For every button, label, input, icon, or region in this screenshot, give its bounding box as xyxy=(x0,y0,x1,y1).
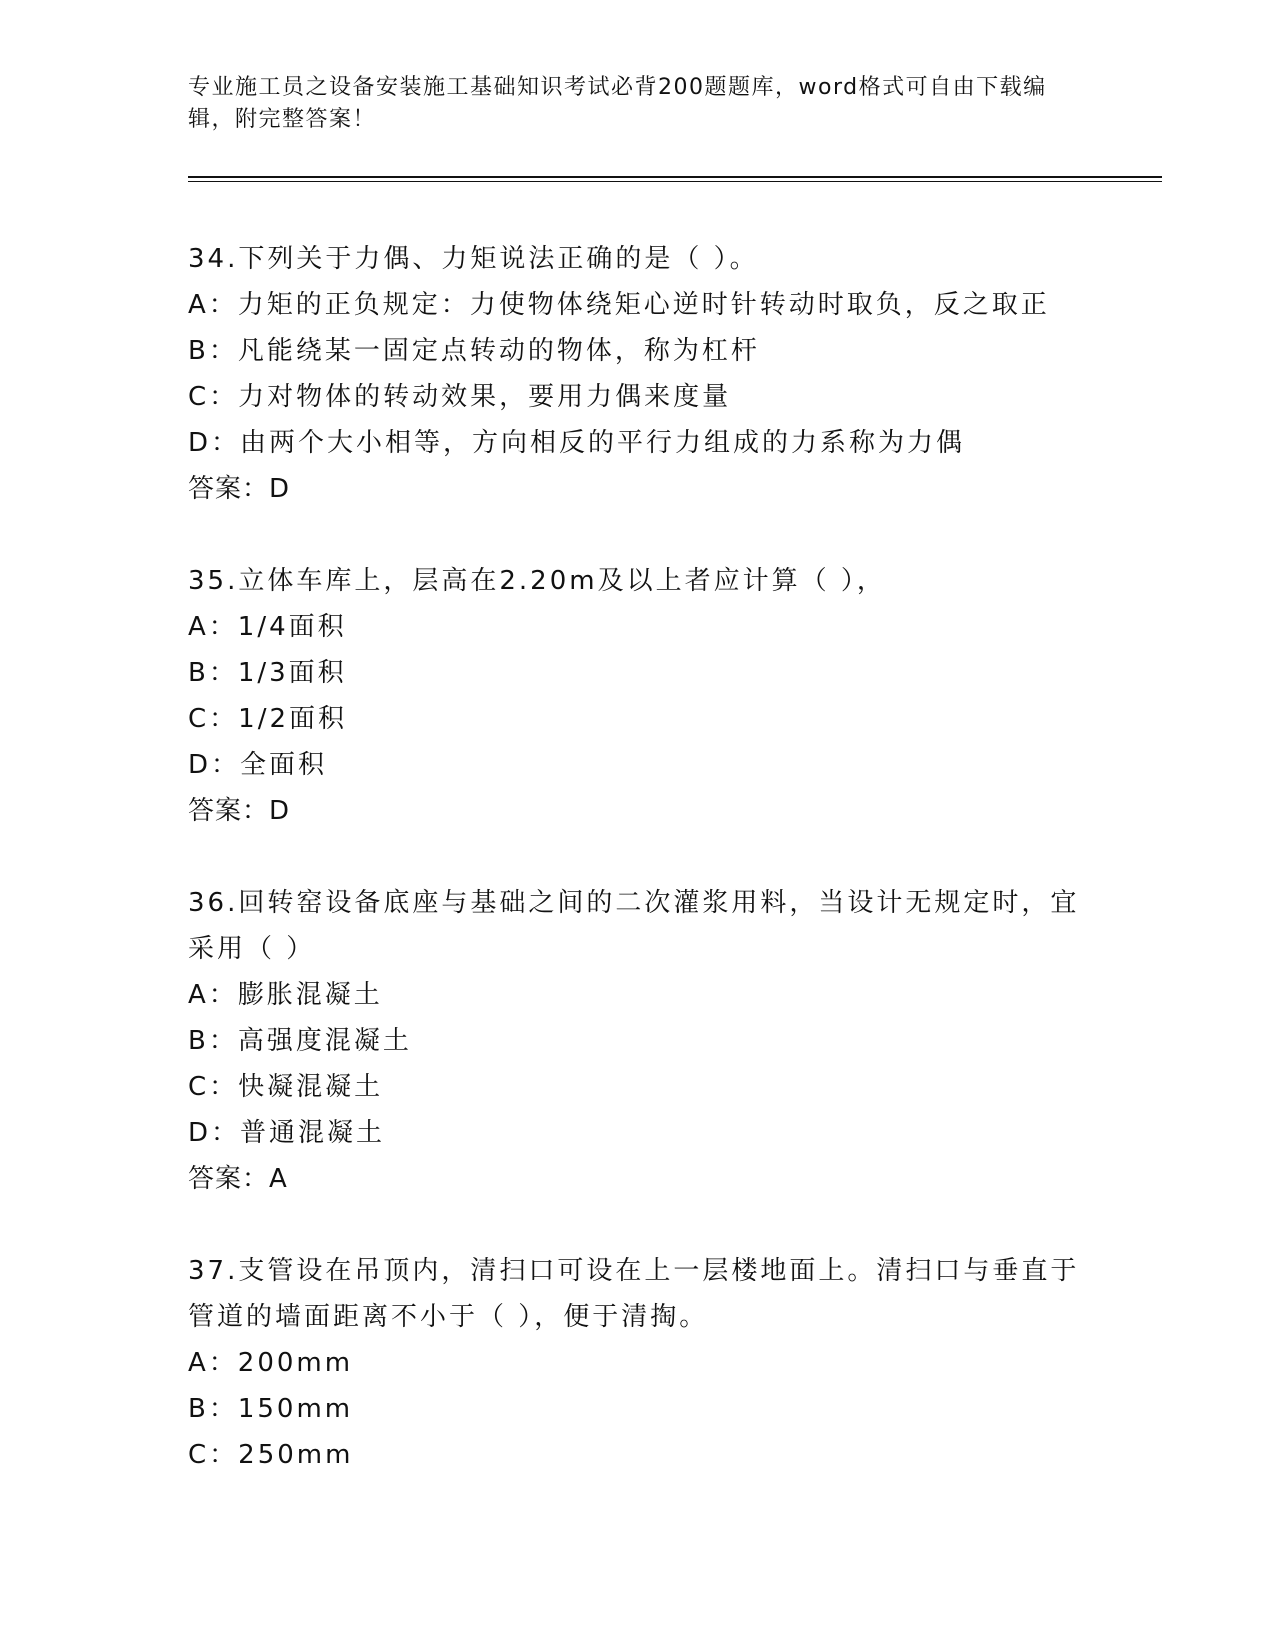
option-b: B：高强度混凝土 xyxy=(188,1026,412,1056)
question-text: 35.立体车库上，层高在2.20m及以上者应计算（ ）， xyxy=(188,566,886,596)
option-b: B：凡能绕某一固定点转动的物体，称为杠杆 xyxy=(188,336,760,366)
header-divider-thin xyxy=(188,181,1162,182)
document-header-title: 专业施工员之设备安装施工基础知识考试必背200题题库，word格式可自由下载编辑，附完整答案！ xyxy=(188,75,1047,132)
option-b: B：1/3面积 xyxy=(188,658,347,688)
option-c: C：快凝混凝土 xyxy=(188,1072,384,1102)
header-divider-thick xyxy=(188,176,1162,178)
question-text: 37.支管设在吊顶内，清扫口可设在上一层楼地面上。清扫口与垂直于管道的墙面距离不小于（ ），便于清掏。 xyxy=(188,1256,1080,1332)
option-a: A：力矩的正负规定：力使物体绕矩心逆时针转动时取负，反之取正 xyxy=(188,290,1050,320)
option-c: C：250mm xyxy=(188,1440,354,1470)
question-text: 34.下列关于力偶、力矩说法正确的是（ ）。 xyxy=(188,244,759,274)
option-d: D：普通混凝土 xyxy=(188,1118,386,1148)
answer: 答案：D xyxy=(188,796,291,826)
option-d: D：全面积 xyxy=(188,750,328,780)
question-37 xyxy=(188,1248,1088,1478)
question-text: 36.回转窑设备底座与基础之间的二次灌浆用料，当设计无规定时，宜采用（ ） xyxy=(188,888,1080,964)
option-c: C：1/2面积 xyxy=(188,704,347,734)
option-a: A：膨胀混凝土 xyxy=(188,980,383,1010)
answer: 答案：D xyxy=(188,474,291,504)
option-b: B：150mm xyxy=(188,1394,354,1424)
question-list xyxy=(188,236,1088,1524)
answer: 答案：A xyxy=(188,1164,288,1194)
option-a: A：1/4面积 xyxy=(188,612,347,642)
option-c: C：力对物体的转动效果，要用力偶来度量 xyxy=(188,382,732,412)
question-35 xyxy=(188,558,1088,834)
option-a: A：200mm xyxy=(188,1348,354,1378)
option-d: D：由两个大小相等，方向相反的平行力组成的力系称为力偶 xyxy=(188,428,966,458)
question-34 xyxy=(188,236,1088,512)
question-36 xyxy=(188,880,1088,1202)
